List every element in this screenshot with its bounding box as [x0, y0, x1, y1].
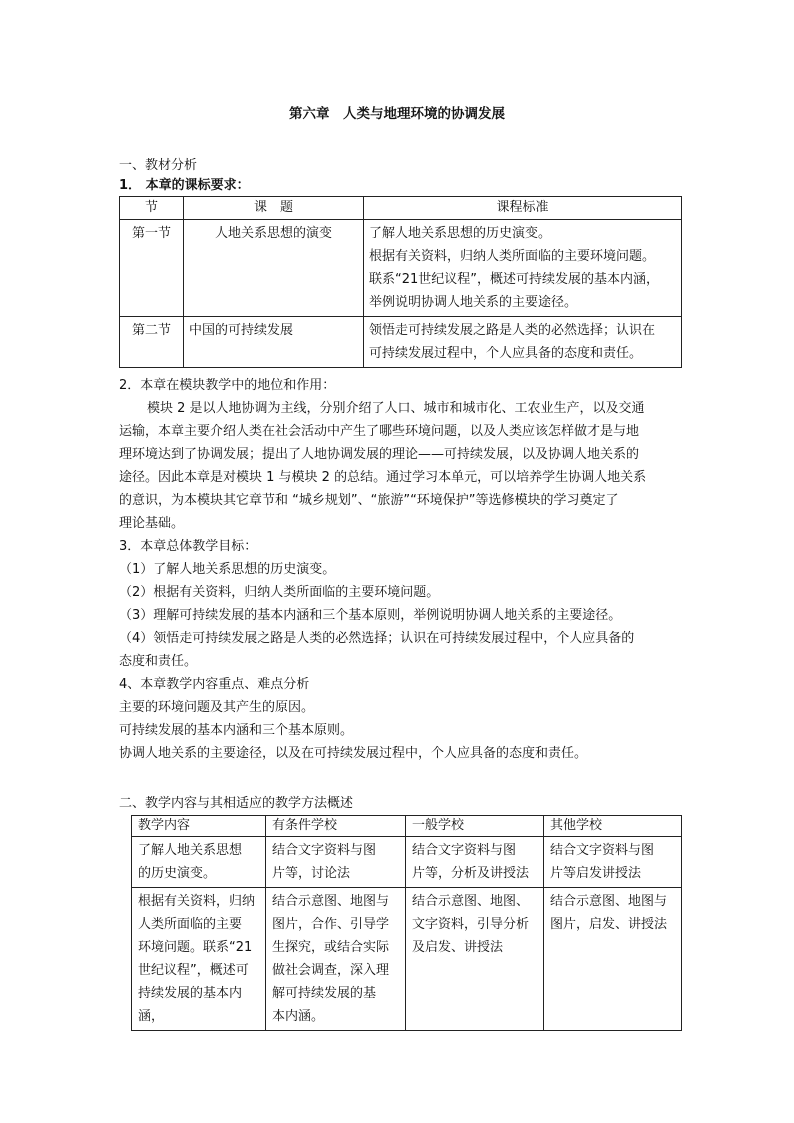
text-line: 及启发、讲授法 — [412, 940, 504, 955]
text-line: 理环境达到了协调发展；提出了人地协调发展的理论——可持续发展，以及协调人地关系的 — [119, 447, 640, 462]
list-item: （4）领悟走可持续发展之路是人类的必然选择；认识在可持续发展过程中，个人应具备的 — [119, 631, 635, 646]
subheading-goals: 3．本章总体教学目标： — [119, 539, 258, 554]
list-item: 协调人地关系的主要途径，以及在可持续发展过程中，个人应具备的态度和责任。 — [119, 746, 588, 761]
text-line: 了解人地关系思想的历史演变。 — [369, 226, 552, 241]
table-row — [132, 837, 682, 888]
list-item: （3）理解可持续发展的基本内涵和三个基本原则，举例说明协调人地关系的主要途径。 — [119, 608, 622, 623]
topic-cell: 人地关系思想的演变 — [184, 220, 364, 317]
text-line: 了解人地关系思想 — [138, 843, 243, 858]
text-line: 片等，分析及讲授法 — [412, 866, 530, 881]
text-line: 结合示意图、地图与 — [272, 894, 390, 909]
subheading-keypoints: 4、本章教学内容重点、难点分析 — [119, 677, 310, 692]
text-line: 持续发展的基本内 — [138, 986, 243, 1001]
text-line: 结合文字资料与图 — [550, 843, 655, 858]
table-cell — [544, 888, 682, 1031]
table-row — [120, 317, 682, 368]
header-cell: 课 题 — [184, 197, 364, 220]
table-cell — [266, 837, 406, 888]
list-item: （1）了解人地关系思想的历史演变。 — [119, 562, 336, 577]
text-line: 世纪议程”，概述可 — [138, 963, 249, 978]
text-line: 举例说明协调人地关系的主要途径。 — [369, 295, 578, 310]
text-line: 运输，本章主要介绍人类在社会活动中产生了哪些环境问题，以及人类应该怎样做才是与地 — [119, 424, 640, 439]
text-line: 人类所面临的主要 — [138, 917, 243, 932]
subheading-curriculum: 1． 本章的课标要求： — [119, 178, 250, 193]
standard-cell — [364, 220, 682, 317]
text-line: 的历史演变。 — [138, 866, 217, 881]
text-line: 解可持续发展的基 — [272, 986, 377, 1001]
standard-cell — [364, 317, 682, 368]
table-cell — [132, 837, 266, 888]
teaching-methods-table — [131, 815, 682, 1031]
header-cell: 节 — [120, 197, 184, 220]
header-cell: 其他学校 — [544, 816, 682, 837]
list-item: 可持续发展的基本内涵和三个基本原则。 — [119, 723, 354, 738]
list-item: （2）根据有关资料，归纳人类所面临的主要环境问题。 — [119, 585, 440, 600]
curriculum-standards-table — [119, 196, 682, 368]
text-line: 领悟走可持续发展之路是人类的必然选择；认识在 — [369, 323, 656, 338]
text-line: 途径。因此本章是对模块 1 与模块 2 的总结。通过学习本单元，可以培养学生协调人地关系 — [119, 470, 647, 485]
text-line: 结合文字资料与图 — [272, 843, 377, 858]
text-line: 图片，启发、讲授法 — [550, 917, 668, 932]
section-heading-methods: 二、教学内容与其相适应的教学方法概述 — [119, 796, 354, 811]
text-line: 的意识，为本模块其它章节和 “城乡规划”、“旅游”“环境保护”等选修模块的学习奠定了 — [119, 493, 619, 508]
table-cell — [266, 888, 406, 1031]
list-item: 态度和责任。 — [119, 654, 198, 669]
header-cell: 课程标准 — [364, 197, 682, 220]
header-cell: 教学内容 — [132, 816, 266, 837]
text-line: 联系“21世纪议程”，概述可持续发展的基本内涵， — [369, 272, 660, 287]
text-line: 结合示意图、地图与 — [550, 894, 668, 909]
table-row — [120, 220, 682, 317]
text-line: 文字资料，引导分析 — [412, 917, 530, 932]
text-line: 做社会调查，深入理 — [272, 963, 390, 978]
text-line: 结合文字资料与图 — [412, 843, 517, 858]
text-line: 根据有关资料，归纳人类所面临的主要环境问题。 — [369, 249, 656, 264]
section-cell: 第一节 — [120, 220, 184, 317]
text-line: 生探究，或结合实际 — [272, 940, 390, 955]
text-line: 片等启发讲授法 — [550, 866, 642, 881]
table-header-row — [120, 197, 682, 220]
text-line: 涵， — [138, 1009, 165, 1024]
text-line: 环境问题。联系“21 — [138, 940, 253, 955]
table-cell — [132, 888, 266, 1031]
table-cell — [406, 888, 544, 1031]
table-row — [132, 888, 682, 1031]
text-line: 结合示意图、地图、 — [412, 894, 530, 909]
section-cell: 第二节 — [120, 317, 184, 368]
text-line: 图片，合作、引导学 — [272, 917, 390, 932]
text-line: 根据有关资料，归纳 — [138, 894, 256, 909]
section-heading-analysis: 一、教材分析 — [119, 158, 198, 173]
list-item: 主要的环境问题及其产生的原因。 — [119, 700, 315, 715]
text-line: 本内涵。 — [272, 1009, 325, 1024]
header-cell: 一般学校 — [406, 816, 544, 837]
topic-cell: 中国的可持续发展 — [184, 317, 364, 368]
table-cell — [406, 837, 544, 888]
table-cell — [544, 837, 682, 888]
subheading-role: 2．本章在模块教学中的地位和作用： — [119, 378, 336, 393]
text-line: 可持续发展过程中，个人应具备的态度和责任。 — [369, 346, 643, 361]
text-line: 模块 2 是以人地协调为主线，分别介绍了人口、城市和城市化、工农业生产，以及交通 — [147, 401, 645, 416]
text-line: 片等，讨论法 — [272, 866, 351, 881]
chapter-title: 第六章 人类与地理环境的协调发展 — [289, 106, 505, 122]
text-line: 理论基础。 — [119, 516, 185, 531]
header-cell: 有条件学校 — [266, 816, 406, 837]
table-header-row — [132, 816, 682, 837]
